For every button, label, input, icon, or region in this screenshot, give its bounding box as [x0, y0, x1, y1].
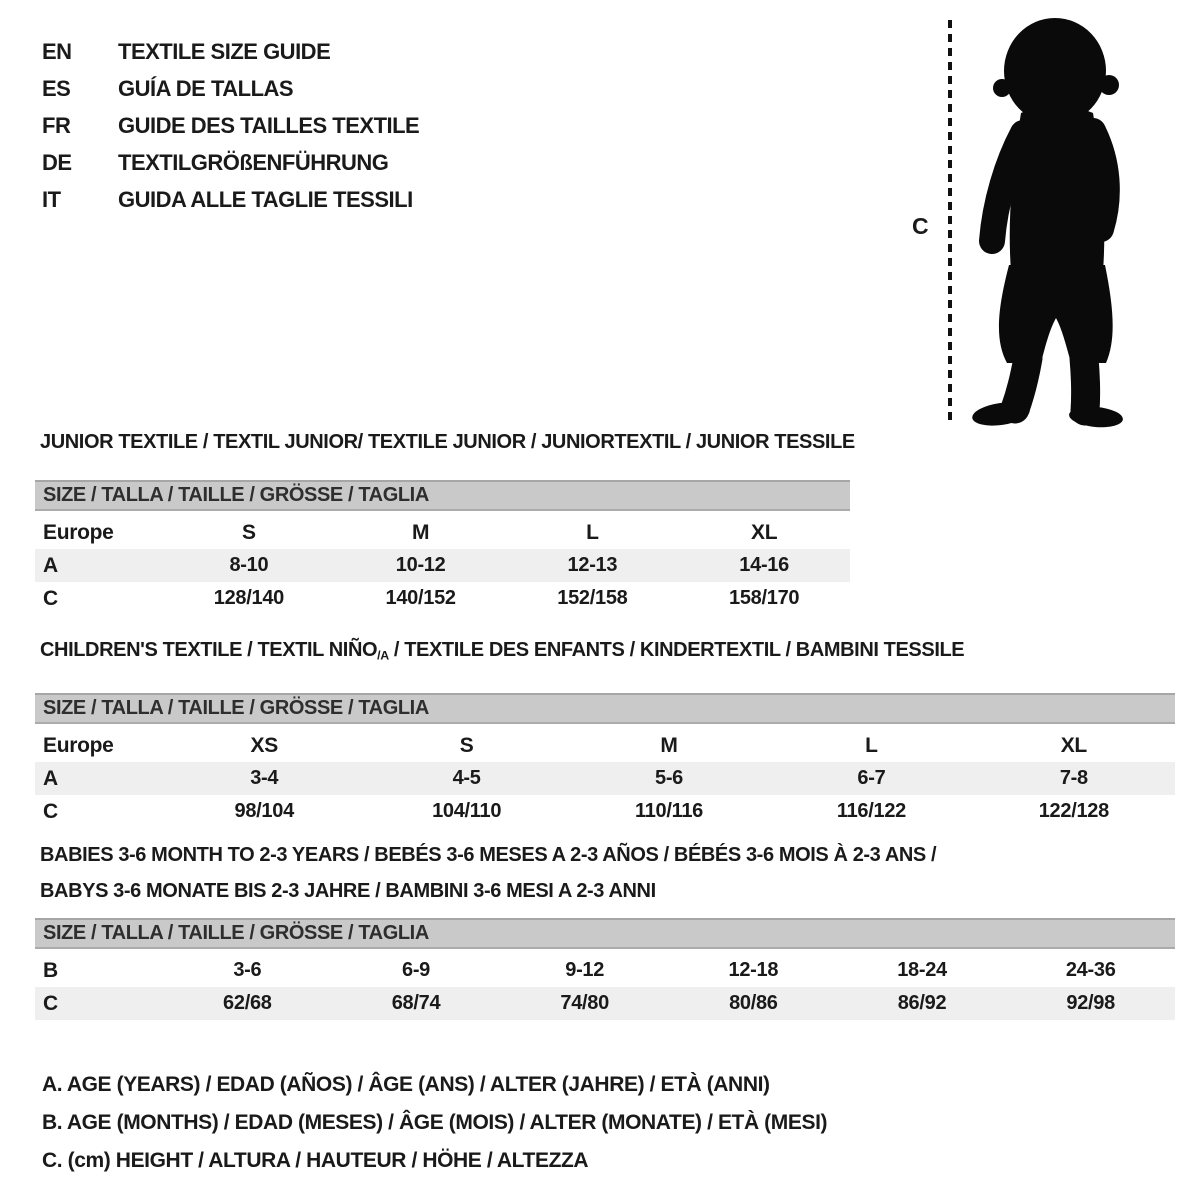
- size-value-cell: 3-4: [250, 767, 279, 790]
- size-value-cell: 14-16: [739, 554, 789, 576]
- size-value-cell: 98/104: [234, 800, 294, 823]
- section-childrens-textile: [35, 638, 1175, 828]
- section-title: [40, 430, 855, 455]
- language-row: [42, 181, 419, 218]
- language-code: ES: [42, 75, 71, 101]
- measurement-legend: [42, 1066, 827, 1180]
- legend-line: A. AGE (YEARS) / EDAD (AÑOS) / ÂGE (ANS) / ALTER (JAHRE) / ETÀ (ANNI): [42, 1073, 770, 1096]
- height-measure-label: C: [912, 213, 929, 239]
- size-value-cell: 128/140: [213, 587, 284, 609]
- size-value-cell: 10-12: [395, 554, 446, 576]
- row-label: A: [43, 553, 58, 577]
- size-value-cell: 8-10: [229, 554, 269, 576]
- size-value-cell: 80/86: [729, 992, 778, 1014]
- size-value-cell: 116/122: [836, 800, 906, 823]
- row-label: Europe: [43, 520, 114, 544]
- size-value-cell: 6-9: [402, 959, 431, 981]
- section-title-text: BABIES 3-6 MONTH TO 2-3 YEARS / BEBÉS 3-6 MESES A 2-3 AÑOS / BÉBÉS 3-6 MOIS À 2-3 ANS /: [40, 844, 937, 866]
- size-value-cell: 12-13: [567, 554, 618, 576]
- row-label: C: [43, 799, 58, 823]
- size-value-cell: 86/92: [897, 992, 947, 1014]
- language-label: GUÍA DE TALLAS: [118, 75, 294, 101]
- row-label: C: [43, 586, 58, 610]
- size-value-cell: 3-6: [233, 959, 262, 981]
- size-header-bar: SIZE / TALLA / TAILLE / GRÖSSE / TAGLIA: [35, 480, 850, 511]
- language-label: TEXTILGRÖßENFÜHRUNG: [118, 149, 389, 175]
- size-column-header: XS: [250, 733, 278, 757]
- table-row: [35, 954, 1175, 987]
- table-row: [35, 729, 1175, 762]
- size-value-cell: 68/74: [391, 992, 441, 1014]
- language-code: DE: [42, 149, 72, 175]
- row-label: B: [43, 958, 58, 982]
- size-value-cell: 18-24: [897, 959, 947, 981]
- size-column-header: M: [412, 520, 430, 544]
- size-value-cell: 62/68: [223, 992, 272, 1014]
- section-junior-textile: [35, 430, 855, 615]
- row-label: A: [43, 766, 58, 790]
- size-column-header: L: [586, 520, 599, 544]
- size-column-header: S: [459, 733, 474, 757]
- size-header-bar: SIZE / TALLA / TAILLE / GRÖSSE / TAGLIA: [35, 918, 1175, 949]
- size-value-cell: 6-7: [857, 767, 886, 790]
- section-title-text: CHILDREN'S TEXTILE / TEXTIL NIÑO: [40, 639, 378, 661]
- section-babies-textile: [35, 843, 1175, 1020]
- section-title-text: BABYS 3-6 MONATE BIS 2-3 JAHRE / BAMBINI 3-6 MESI A 2-3 ANNI: [40, 880, 656, 902]
- baby-silhouette-graphic: [900, 8, 1160, 428]
- language-row: [42, 144, 419, 181]
- size-value-cell: 24-36: [1065, 959, 1116, 981]
- language-list: [42, 33, 419, 218]
- legend-line: C. (cm) HEIGHT / ALTURA / HAUTEUR / HÖHE / ALTEZZA: [42, 1149, 589, 1172]
- size-column-header: M: [660, 733, 678, 757]
- section-title: [40, 843, 1175, 904]
- table-row: [35, 987, 1175, 1020]
- size-value-cell: 4-5: [452, 767, 481, 790]
- size-column-header: S: [242, 520, 256, 544]
- section-title-line: [40, 638, 1175, 668]
- size-value-cell: 92/98: [1066, 992, 1115, 1014]
- baby-figure: [900, 8, 1160, 428]
- language-row: [42, 70, 419, 107]
- language-row: [42, 107, 419, 144]
- section-title: [40, 638, 1175, 668]
- language-label: TEXTILE SIZE GUIDE: [118, 38, 331, 64]
- section-title-line: [40, 879, 1175, 904]
- size-value-cell: 122/128: [1038, 800, 1109, 823]
- language-code: EN: [42, 38, 72, 64]
- language-row: [42, 33, 419, 70]
- table-row: [35, 516, 850, 549]
- size-header-bar: SIZE / TALLA / TAILLE / GRÖSSE / TAGLIA: [35, 693, 1175, 724]
- section-title-line: [40, 843, 1175, 868]
- row-label: Europe: [43, 733, 114, 757]
- language-code: IT: [42, 186, 61, 212]
- section-title-text: /A: [377, 648, 389, 663]
- size-value-cell: 110/116: [635, 800, 704, 823]
- language-label: GUIDA ALLE TAGLIE TESSILI: [118, 186, 413, 212]
- table-row: [35, 795, 1175, 828]
- size-value-cell: 7-8: [1059, 767, 1088, 790]
- size-column-header: XL: [1060, 733, 1087, 757]
- size-column-header: XL: [751, 520, 778, 544]
- table-row: [35, 549, 850, 582]
- language-label: GUIDE DES TAILLES TEXTILE: [118, 112, 420, 138]
- size-value-cell: 74/80: [560, 992, 609, 1014]
- size-value-cell: 140/152: [385, 587, 456, 609]
- size-value-cell: 5-6: [655, 767, 684, 790]
- row-label: C: [43, 991, 58, 1015]
- table-row: [35, 762, 1175, 795]
- section-title-text: JUNIOR TEXTILE / TEXTIL JUNIOR/ TEXTILE JUNIOR / JUNIORTEXTIL / JUNIOR TESSILE: [40, 431, 855, 453]
- language-code: FR: [42, 112, 71, 138]
- size-value-cell: 9-12: [565, 959, 605, 981]
- section-title-line: [40, 430, 855, 455]
- section-title-text: / TEXTILE DES ENFANTS / KINDERTEXTIL / BAMBINI TESSILE: [388, 639, 965, 661]
- size-value-cell: 104/110: [432, 800, 502, 823]
- size-value-cell: 12-18: [728, 959, 779, 981]
- legend-line: B. AGE (MONTHS) / EDAD (MESES) / ÂGE (MOIS) / ALTER (MONATE) / ETÀ (MESI): [42, 1111, 828, 1134]
- size-value-cell: 152/158: [557, 587, 628, 609]
- table-row: [35, 582, 850, 615]
- size-value-cell: 158/170: [729, 587, 800, 609]
- baby-silhouette: [971, 18, 1124, 428]
- size-column-header: L: [865, 733, 878, 757]
